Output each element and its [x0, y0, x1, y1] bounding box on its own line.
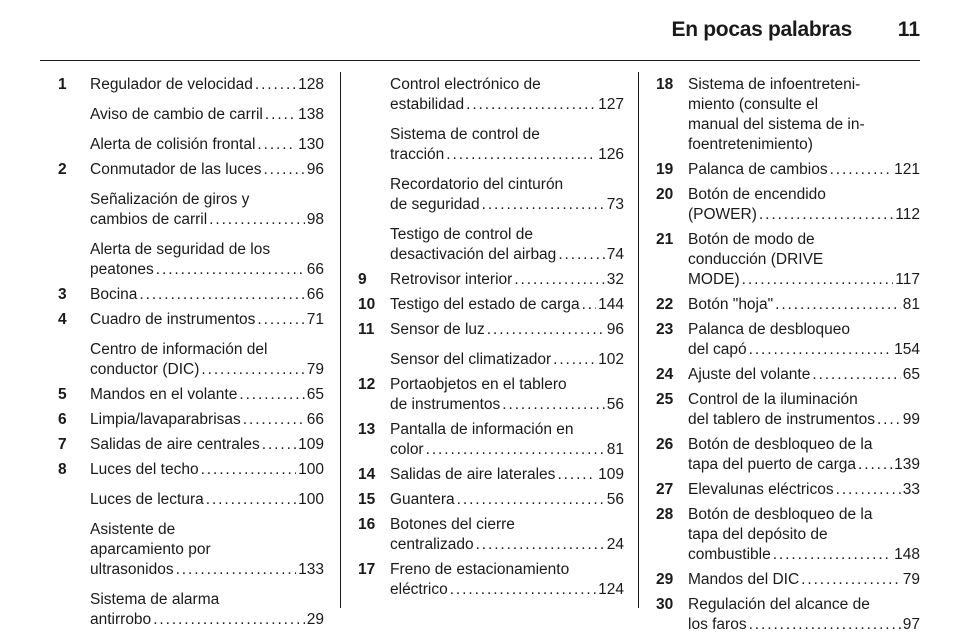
dot-leader	[749, 615, 901, 635]
dot-leader	[209, 210, 305, 230]
index-entry	[58, 285, 324, 305]
dot-leader	[262, 435, 296, 455]
entry-number: 23	[656, 321, 674, 338]
entry-text-line: Señalización de giros y	[90, 191, 250, 208]
entry-label: estabilidad	[390, 96, 465, 113]
entry-page-ref[interactable]: 65	[902, 366, 920, 383]
dot-leader	[153, 610, 305, 630]
entry-label: Bocina	[90, 286, 138, 303]
entry-page-ref[interactable]: 100	[298, 491, 324, 508]
dot-leader	[201, 360, 304, 380]
dot-leader	[557, 465, 596, 485]
dot-leader	[830, 160, 893, 180]
entry-page-ref[interactable]: 33	[902, 481, 920, 498]
entry-label: combustible	[688, 546, 771, 563]
index-entry	[58, 105, 324, 125]
dot-leader	[206, 490, 296, 510]
entry-last-line	[688, 295, 920, 315]
index-column-3	[656, 75, 920, 640]
dot-leader	[243, 410, 305, 430]
entry-label: Aviso de cambio de carril	[90, 106, 263, 123]
entry-last-line	[688, 135, 920, 155]
entry-number: 9	[358, 271, 367, 288]
entry-last-line	[688, 160, 920, 180]
entry-last-line	[390, 145, 624, 165]
entry-number: 27	[656, 481, 674, 498]
entry-text-line: Control electrónico de	[390, 76, 541, 93]
page-number: 11	[897, 18, 920, 41]
dot-leader	[801, 570, 901, 590]
entry-label: foentretenimiento)	[688, 136, 813, 153]
entry-last-line	[390, 320, 624, 340]
index-entry	[58, 460, 324, 480]
entry-number: 30	[656, 596, 674, 613]
page-title: En pocas palabras	[671, 18, 852, 41]
entry-label: Ajuste del volante	[688, 366, 811, 383]
dot-leader	[836, 480, 901, 500]
entry-last-line	[90, 260, 324, 280]
entry-last-line	[688, 545, 920, 565]
entry-text-line: Control de la iluminación	[688, 391, 858, 408]
entry-number: 16	[358, 516, 376, 533]
entry-page-ref[interactable]: 79	[902, 571, 920, 588]
entry-text-line: miento (consulte el	[688, 96, 819, 113]
index-entry	[58, 435, 324, 455]
index-entry	[656, 435, 920, 475]
entry-text-line: Botón de desbloqueo de la	[688, 436, 873, 453]
entry-number: 19	[656, 161, 674, 178]
entry-text-line: Alerta de seguridad de los	[90, 241, 271, 258]
entry-text-line: aparcamiento por	[90, 541, 211, 558]
entry-page-ref[interactable]: 121	[894, 161, 920, 178]
dot-leader	[487, 320, 605, 340]
entry-page-ref[interactable]: 100	[298, 461, 324, 478]
dot-leader	[773, 545, 892, 565]
index-entry	[58, 135, 324, 155]
entry-text-line: manual del sistema de in-	[688, 116, 865, 133]
entry-last-line	[688, 205, 920, 225]
entry-label: Conmutador de las luces	[90, 161, 262, 178]
entry-text-line: Palanca de desbloqueo	[688, 321, 851, 338]
index-entry	[358, 75, 624, 115]
entry-last-line	[90, 210, 324, 230]
entry-text-line: Sistema de alarma	[90, 591, 220, 608]
entry-page-ref[interactable]: 112	[895, 206, 920, 223]
entry-text-line: Regulación del alcance de	[688, 596, 870, 613]
index-entry	[58, 240, 324, 280]
entry-label: Botón "hoja"	[688, 296, 774, 313]
dot-leader	[553, 350, 596, 370]
entry-page-ref[interactable]: 81	[902, 296, 920, 313]
entry-last-line	[90, 560, 324, 580]
entry-number: 3	[58, 286, 67, 303]
dot-leader	[257, 135, 296, 155]
entry-last-line	[90, 490, 324, 510]
index-entry	[358, 375, 624, 415]
entry-number: 5	[58, 386, 67, 403]
entry-label: Sensor del climatizador	[390, 351, 552, 368]
entry-label: antirrobo	[90, 611, 152, 628]
dot-leader	[239, 385, 304, 405]
index-entry	[656, 295, 920, 315]
entry-text-line: Sistema de control de	[390, 126, 540, 143]
entry-page-ref[interactable]: 102	[598, 351, 624, 368]
index-column-2	[358, 75, 624, 605]
index-entry	[656, 75, 920, 155]
entry-label: del tablero de instrumentos	[688, 411, 875, 428]
index-entry	[358, 175, 624, 215]
entry-last-line	[90, 285, 324, 305]
index-entry	[656, 160, 920, 180]
entry-last-line	[90, 360, 324, 380]
entry-label: Testigo del estado de carga	[390, 296, 580, 313]
entry-number: 24	[656, 366, 674, 383]
entry-page-ref[interactable]: 24	[606, 536, 624, 553]
entry-last-line	[90, 75, 324, 95]
entry-page-ref[interactable]: 56	[606, 491, 624, 508]
entry-last-line	[390, 195, 624, 215]
index-entry	[58, 520, 324, 580]
entry-number: 26	[656, 436, 674, 453]
dot-leader	[426, 440, 605, 460]
entry-page-ref[interactable]: 144	[598, 296, 624, 313]
entry-label: Sensor de luz	[390, 321, 485, 338]
index-column-1	[58, 75, 324, 635]
entry-last-line	[688, 340, 920, 360]
entry-page-ref[interactable]: 127	[598, 96, 624, 113]
entry-number: 28	[656, 506, 674, 523]
entry-page-ref[interactable]: 97	[902, 616, 920, 633]
entry-page-ref[interactable]: 124	[598, 581, 624, 598]
dot-leader	[742, 270, 894, 290]
index-entry	[656, 365, 920, 385]
entry-page-ref[interactable]: 138	[298, 106, 324, 123]
entry-text-line: conducción (DRIVE	[688, 251, 824, 268]
entry-text-line: Botones del cierre	[390, 516, 515, 533]
entry-label: eléctrico	[390, 581, 448, 598]
index-entry	[358, 295, 624, 315]
entry-number: 7	[58, 436, 67, 453]
dot-leader	[139, 285, 304, 305]
index-entry	[358, 350, 624, 370]
entry-label: Retrovisor interior	[390, 271, 513, 288]
entry-number: 21	[656, 231, 674, 248]
entry-label: tracción	[390, 146, 445, 163]
entry-last-line	[688, 410, 920, 430]
entry-label: desactivación del airbag	[390, 246, 557, 263]
dot-leader	[502, 395, 604, 415]
dot-leader	[263, 160, 304, 180]
entry-page-ref[interactable]: 32	[606, 271, 624, 288]
entry-text-line: Freno de estacionamiento	[390, 561, 570, 578]
entry-last-line	[390, 350, 624, 370]
dot-leader	[446, 145, 596, 165]
entry-last-line	[90, 135, 324, 155]
index-entry	[358, 125, 624, 165]
index-entry	[656, 595, 920, 635]
index-entry	[58, 410, 324, 430]
entry-page-ref[interactable]: 66	[306, 261, 324, 278]
entry-page-ref[interactable]: 79	[306, 361, 324, 378]
dot-leader	[265, 105, 296, 125]
entry-label: tapa del puerto de carga	[688, 456, 857, 473]
entry-number: 18	[656, 76, 674, 93]
page-header	[0, 0, 960, 60]
entry-number: 15	[358, 491, 376, 508]
dot-leader	[775, 295, 901, 315]
index-entry	[656, 505, 920, 565]
entry-label: Salidas de aire centrales	[90, 436, 260, 453]
entry-last-line	[90, 460, 324, 480]
entry-page-ref[interactable]: 96	[306, 161, 324, 178]
dot-leader	[858, 455, 892, 475]
dot-leader	[759, 205, 893, 225]
entry-page-ref[interactable]: 96	[606, 321, 624, 338]
index-entry	[58, 75, 324, 95]
entry-last-line	[390, 295, 624, 315]
entry-label: Limpia/lavaparabrisas	[90, 411, 241, 428]
index-entry	[58, 340, 324, 380]
index-entry	[358, 270, 624, 290]
entry-label: Elevalunas eléctricos	[688, 481, 834, 498]
index-entry	[358, 420, 624, 460]
entry-number: 12	[358, 376, 376, 393]
entry-number: 22	[656, 296, 674, 313]
index-entry	[58, 310, 324, 330]
entry-last-line	[390, 535, 624, 555]
entry-text-line: Botón de encendido	[688, 186, 826, 203]
entry-text-line: Botón de modo de	[688, 231, 815, 248]
entry-text-line: Asistente de	[90, 521, 176, 538]
entry-label: centralizado	[390, 536, 474, 553]
entry-text-line: Testigo de control de	[390, 226, 534, 243]
entry-text-line: Botón de desbloqueo de la	[688, 506, 873, 523]
dot-leader	[877, 410, 901, 430]
entry-page-ref[interactable]: 74	[606, 246, 624, 263]
entry-label: conductor (DIC)	[90, 361, 200, 378]
entry-last-line	[90, 105, 324, 125]
index-entry	[656, 320, 920, 360]
entry-text-line: tapa del depósito de	[688, 526, 828, 543]
dot-leader	[749, 340, 893, 360]
entry-label: Regulador de velocidad	[90, 76, 253, 93]
column-divider	[638, 72, 639, 608]
entry-last-line	[90, 610, 324, 630]
entry-last-line	[688, 365, 920, 385]
entry-page-ref[interactable]: 66	[306, 411, 324, 428]
entry-label: cambios de carril	[90, 211, 208, 228]
entry-page-ref[interactable]: 148	[894, 546, 920, 563]
entry-number: 13	[358, 421, 376, 438]
index-entry	[358, 490, 624, 510]
entry-page-ref[interactable]: 139	[894, 456, 920, 473]
entry-label: (POWER)	[688, 206, 757, 223]
dot-leader	[450, 580, 596, 600]
dot-leader	[466, 95, 596, 115]
entry-page-ref[interactable]: 81	[606, 441, 624, 458]
index-entry	[58, 590, 324, 630]
index-entry	[656, 185, 920, 225]
entry-number: 10	[358, 296, 376, 313]
entry-last-line	[688, 270, 920, 290]
entry-last-line	[390, 440, 624, 460]
index-entry	[58, 385, 324, 405]
dot-leader	[482, 195, 605, 215]
entry-label: Mandos en el volante	[90, 386, 238, 403]
column-divider	[340, 72, 341, 608]
entry-page-ref[interactable]: 29	[306, 611, 324, 628]
entry-last-line	[90, 310, 324, 330]
entry-number: 2	[58, 161, 67, 178]
entry-label: Salidas de aire laterales	[390, 466, 556, 483]
entry-page-ref[interactable]: 99	[902, 411, 920, 428]
entry-last-line	[390, 395, 624, 415]
index-entry	[358, 560, 624, 600]
dot-leader	[156, 260, 305, 280]
entry-text-line: Pantalla de información en	[390, 421, 574, 438]
entry-label: Guantera	[390, 491, 455, 508]
entry-page-ref[interactable]: 98	[306, 211, 324, 228]
index-entry	[656, 480, 920, 500]
entry-page-ref[interactable]: 154	[894, 341, 920, 358]
entry-number: 17	[358, 561, 376, 578]
entry-number: 11	[358, 321, 375, 338]
entry-number: 4	[58, 311, 67, 328]
entry-last-line	[688, 615, 920, 635]
dot-leader	[255, 75, 296, 95]
entry-label: del capó	[688, 341, 747, 358]
entry-page-ref[interactable]: 73	[606, 196, 624, 213]
entry-label: los faros	[688, 616, 747, 633]
entry-page-ref[interactable]: 56	[606, 396, 624, 413]
entry-label: color	[390, 441, 424, 458]
index-entry	[656, 570, 920, 590]
entry-label: Palanca de cambios	[688, 161, 828, 178]
dot-leader	[514, 270, 604, 290]
entry-page-ref[interactable]: 109	[598, 466, 624, 483]
entry-label: de instrumentos	[390, 396, 501, 413]
entry-label: Mandos del DIC	[688, 571, 800, 588]
entry-page-ref[interactable]: 109	[298, 436, 324, 453]
index-entry	[358, 515, 624, 555]
entry-number: 29	[656, 571, 674, 588]
entry-label: Luces de lectura	[90, 491, 204, 508]
entry-last-line	[90, 435, 324, 455]
entry-last-line	[390, 95, 624, 115]
entry-text-line: Recordatorio del cinturón	[390, 176, 564, 193]
index-entry	[358, 225, 624, 265]
entry-page-ref[interactable]: 71	[306, 311, 324, 328]
entry-label: ultrasonidos	[90, 561, 174, 578]
index-entry	[358, 465, 624, 485]
entry-last-line	[90, 160, 324, 180]
entry-label: MODE)	[688, 271, 740, 288]
entry-last-line	[688, 480, 920, 500]
entry-page-ref[interactable]: 65	[306, 386, 324, 403]
entry-last-line	[688, 455, 920, 475]
dot-leader	[201, 460, 297, 480]
dot-leader	[457, 490, 605, 510]
entry-last-line	[390, 270, 624, 290]
entry-label: de seguridad	[390, 196, 480, 213]
dot-leader	[582, 295, 597, 315]
index-entry	[656, 390, 920, 430]
entry-number: 1	[58, 76, 67, 93]
entry-label: peatones	[90, 261, 154, 278]
entry-last-line	[688, 570, 920, 590]
entry-number: 6	[58, 411, 67, 428]
index-entry	[58, 490, 324, 510]
dot-leader	[257, 310, 304, 330]
entry-number: 14	[358, 466, 376, 483]
entry-page-ref[interactable]: 128	[298, 76, 324, 93]
index-entry	[58, 160, 324, 180]
dot-leader	[558, 245, 604, 265]
index-entry	[358, 320, 624, 340]
header-divider	[40, 60, 920, 61]
entry-page-ref[interactable]: 117	[895, 271, 920, 288]
entry-number: 8	[58, 461, 67, 478]
entry-number: 25	[656, 391, 674, 408]
entry-page-ref[interactable]: 133	[298, 561, 324, 578]
entry-page-ref[interactable]: 126	[598, 146, 624, 163]
entry-text-line: Sistema de infoentreteni-	[688, 76, 861, 93]
entry-last-line	[390, 490, 624, 510]
entry-last-line	[90, 385, 324, 405]
entry-last-line	[90, 410, 324, 430]
entry-last-line	[390, 245, 624, 265]
entry-text-line: Centro de información del	[90, 341, 268, 358]
entry-page-ref[interactable]: 130	[298, 136, 324, 153]
dot-leader	[812, 365, 900, 385]
entry-text-line: Portaobjetos en el tablero	[390, 376, 567, 393]
entry-last-line	[390, 465, 624, 485]
entry-label: Luces del techo	[90, 461, 199, 478]
index-entry	[656, 230, 920, 290]
index-entry	[58, 190, 324, 230]
entry-number: 20	[656, 186, 674, 203]
entry-label: Alerta de colisión frontal	[90, 136, 256, 153]
entry-page-ref[interactable]: 66	[306, 286, 324, 303]
entry-last-line	[390, 580, 624, 600]
dot-leader	[176, 560, 297, 580]
dot-leader	[476, 535, 605, 555]
entry-label: Cuadro de instrumentos	[90, 311, 256, 328]
